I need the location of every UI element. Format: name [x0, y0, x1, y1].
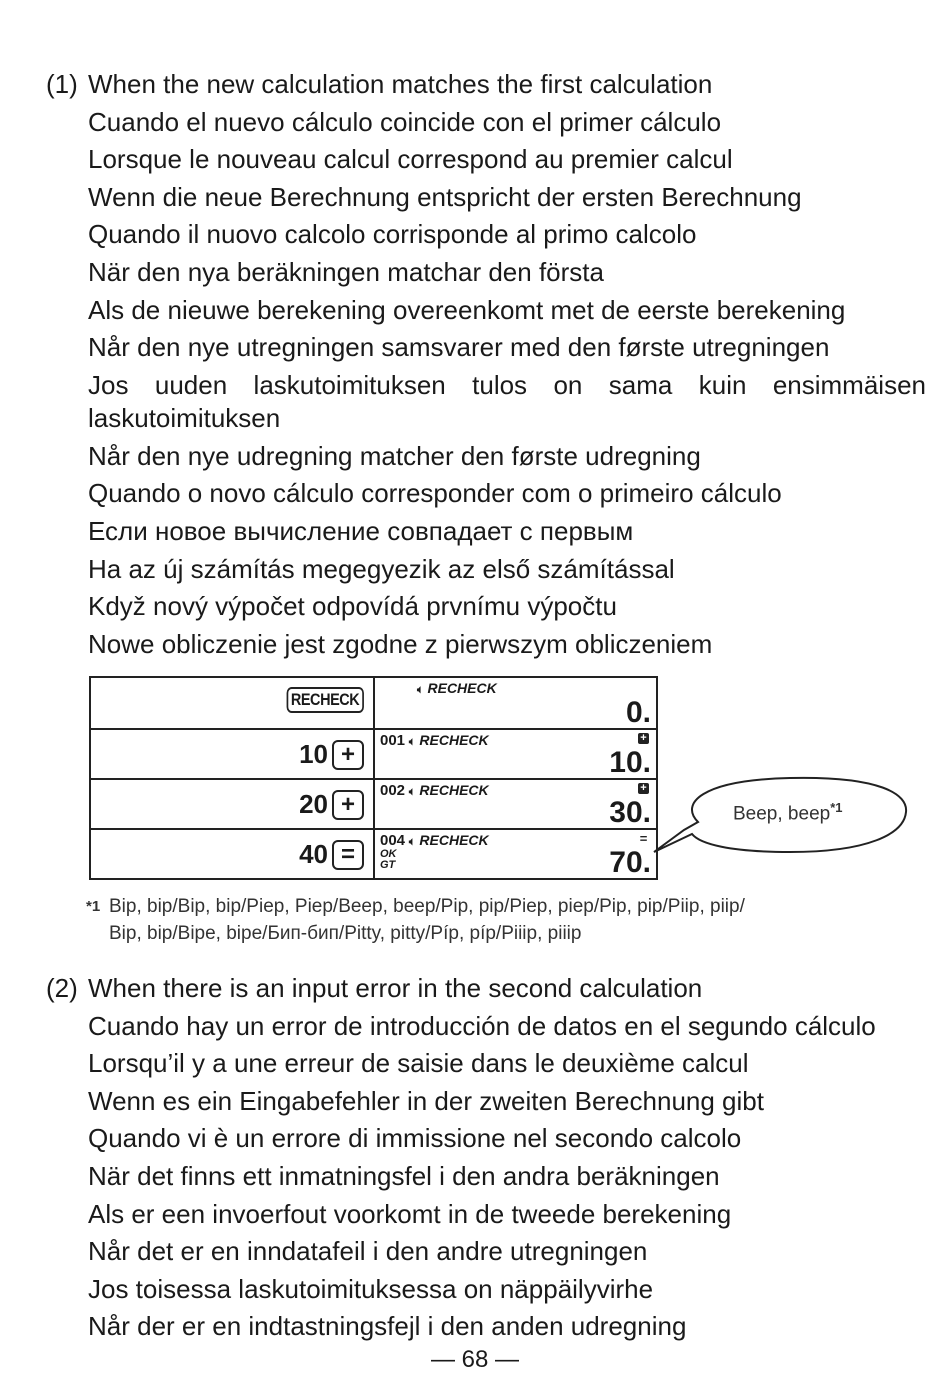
plus-key-icon: +: [332, 740, 364, 770]
section-2-line: Når der er en indtastningsfejl i den anden udregning: [88, 1311, 687, 1342]
key-cell: [90, 779, 374, 829]
section-1-line: Når den nye udregning matcher den første udregning: [88, 440, 701, 471]
section-2-line: When there is an input error in the second calculation: [88, 973, 703, 1003]
display-value: 70.: [609, 846, 651, 879]
display-mode: RECHECK: [419, 832, 489, 848]
section-2-line: Når det er en inndatafeil i den andre utregningen: [88, 1236, 648, 1267]
bubble-label: Beep, beep: [733, 803, 831, 825]
display-flags: [380, 849, 397, 871]
calculation-table: [89, 676, 658, 880]
section-2-line: Lorsqu’il y a une erreur de saisie dans le deuxième calcul: [88, 1048, 749, 1079]
section-1-line: When the new calculation matches the first calculation: [88, 69, 713, 99]
table-row: [90, 677, 657, 729]
equals-key-icon: =: [332, 840, 364, 870]
footnote: [86, 894, 745, 947]
key-cell: [90, 829, 374, 879]
section-1-line: Når den nye utregningen samsvarer med den første utregningen: [88, 332, 830, 363]
section-1-number: (1): [46, 69, 78, 99]
display-counter: 002: [380, 782, 406, 799]
table-row: [90, 779, 657, 829]
section-2-number: (2): [46, 973, 78, 1003]
footnote-mark: *1: [86, 898, 101, 915]
speaker-icon: 🔈︎: [417, 684, 424, 696]
flag-gt: GT: [380, 859, 396, 871]
display-value: 30.: [609, 796, 651, 829]
section-1-line: Quando o novo cálculo corresponder com o primeiro cálculo: [88, 478, 782, 509]
section-2-heading: [46, 970, 926, 1008]
table-row: [90, 729, 657, 779]
section-1-line: Ha az új számítás megegyezik az első számítással: [88, 553, 675, 584]
section-1-line: Wenn die neue Berechnung entspricht der ersten Berechnung: [88, 181, 802, 212]
key-number: 40: [299, 839, 328, 869]
table-row: [90, 829, 657, 879]
plus-key-icon: +: [332, 790, 364, 820]
display-mode: RECHECK: [427, 680, 497, 696]
display-cell: [374, 729, 657, 779]
section-1-line: Když nový výpočet odpovídá prvnímu výpočtu: [88, 591, 617, 622]
footnote-line: Bip, bip/Bip, bip/Piep, Piep/Beep, beep/Pip, pip/Piep, piep/Pip, pip/Piip, piip/: [109, 896, 745, 917]
section-1-line: Jos uuden laskutoimituksen tulos on sama kuin ensimmäisen laskutoimituksen: [88, 369, 926, 433]
speaker-icon: 🔈︎: [408, 836, 416, 848]
page-number: — 68 —: [430, 1346, 520, 1373]
footnote-line: Bip, bip/Bipe, bipe/Бип-бип/Pitty, pitty/Píp, píp/Piiip, piiip: [109, 922, 582, 944]
display-cell: [374, 829, 657, 879]
section-1-heading: [46, 66, 926, 104]
key-cell: [90, 677, 374, 729]
recheck-key-icon: RECHECK: [287, 687, 364, 713]
section-1-line: Если новое вычисление совпадает с первым: [88, 515, 634, 546]
section-1-line: Nowe obliczenie jest zgodne z pierwszym obliczeniem: [88, 628, 713, 659]
section-1-line: Cuando el nuevo cálculo coincide con el primer cálculo: [88, 106, 722, 137]
section-2-line: Quando vi è un errore di immissione nel secondo calcolo: [88, 1123, 742, 1154]
flag-ok: OK: [380, 848, 397, 860]
section-2-line: Cuando hay un error de introducción de datos en el segundo cálculo: [88, 1010, 876, 1041]
section-2-line: När det finns ett inmatningsfel i den andra beräkningen: [88, 1160, 720, 1191]
display-value: 0.: [625, 696, 651, 729]
plus-symbol-icon: +: [638, 733, 649, 744]
equals-symbol-icon: =: [639, 831, 648, 846]
key-cell: [90, 729, 374, 779]
section-1-line: Quando il nuovo calcolo corrisponde al primo calcolo: [88, 219, 697, 250]
section-2: [46, 970, 926, 1346]
bubble-footnote-mark: *1: [830, 800, 843, 815]
section-2-line: Jos toisessa laskutoimituksessa on näppäilyvirhe: [88, 1273, 654, 1304]
display-counter: 004: [380, 832, 406, 849]
key-number: 10: [299, 739, 328, 769]
section-2-line: Als er een invoerfout voorkomt in de tweede berekening: [88, 1198, 732, 1229]
display-cell: [374, 677, 657, 729]
section-1-line: Als de nieuwe berekening overeenkomt met de eerste berekening: [88, 294, 846, 325]
display-value: 10.: [609, 746, 651, 779]
display-mode: RECHECK: [419, 732, 489, 748]
key-number: 20: [299, 789, 328, 819]
section-2-line: Wenn es ein Eingabefehler in der zweiten Berechnung gibt: [88, 1085, 764, 1116]
bubble-text: [733, 800, 843, 825]
plus-symbol-icon: +: [638, 783, 649, 794]
display-cell: [374, 779, 657, 829]
speaker-icon: 🔈︎: [408, 736, 416, 748]
section-1: [46, 66, 926, 663]
speaker-icon: 🔈︎: [408, 786, 416, 798]
display-mode: RECHECK: [419, 782, 489, 798]
section-1-line: När den nya beräkningen matchar den första: [88, 256, 604, 287]
section-1-line: Lorsque le nouveau calcul correspond au premier calcul: [88, 144, 733, 175]
display-counter: 001: [380, 732, 406, 749]
